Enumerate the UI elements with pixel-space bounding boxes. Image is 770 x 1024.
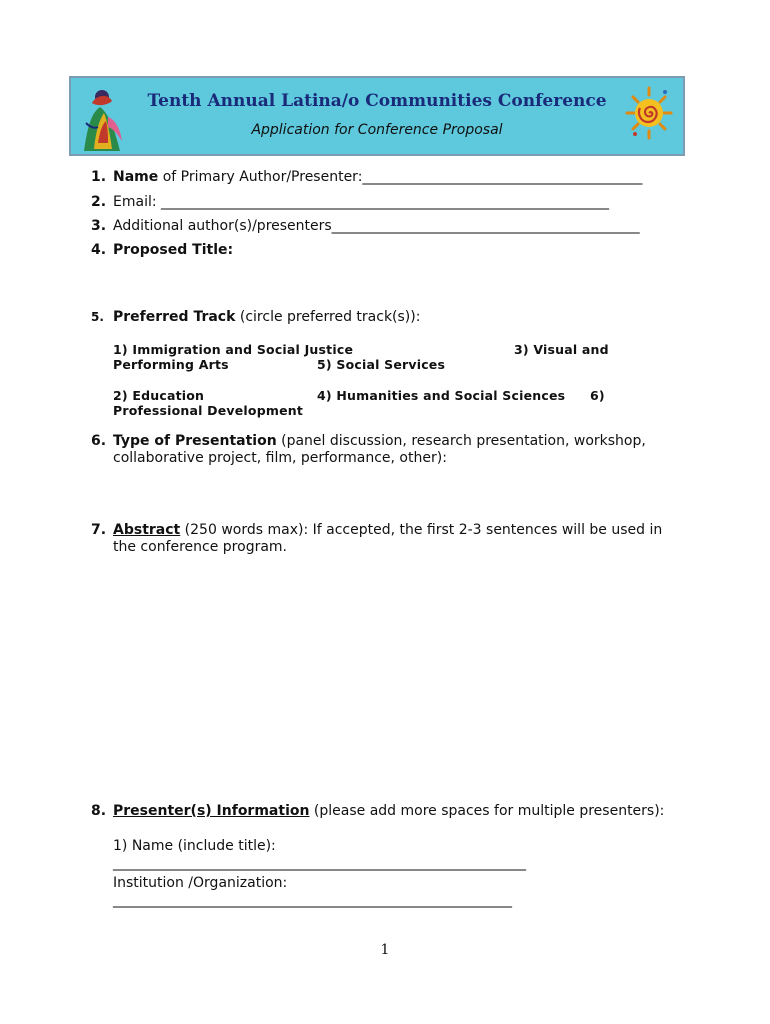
q3-additional-authors: 3. Additional author(s)/presenters____________________________________________ (91, 218, 640, 234)
track-visual-arts[interactable]: 3) Visual and (514, 342, 609, 357)
q6-presentation-type-cont: collaborative project, film, performance, other): (113, 450, 447, 466)
page-number: 1 (380, 942, 390, 958)
header-banner (69, 76, 685, 156)
track-immigration[interactable]: 1) Immigration and Social Justice (113, 342, 354, 357)
q5-preferred-track: 5. Preferred Track (circle preferred track(s)): (91, 309, 421, 325)
track-social-services[interactable]: 5) Social Services (317, 357, 446, 372)
q1-field[interactable]: of Primary Author/Presenter:________________________________________ (158, 169, 643, 185)
email-field[interactable]: Email: ________________________________________________________________ (113, 194, 610, 210)
track-humanities[interactable]: 4) Humanities and Social Sciences (317, 388, 566, 403)
q4-proposed-title: 4. Proposed Title: (91, 242, 234, 258)
q7-abstract-cont: the conference program. (113, 539, 288, 555)
additional-authors-field[interactable]: Additional author(s)/presenters____________________________________________ (113, 218, 640, 234)
conference-title: Tenth Annual Latina/o Communities Conference (147, 91, 607, 111)
sun-spiral-icon (625, 86, 673, 140)
track-visual-arts-cont[interactable]: Performing Arts (113, 357, 229, 372)
q1-primary-author: 1. Name of Primary Author/Presenter:________________________________________ (91, 169, 643, 185)
presenter-name-field[interactable]: ___________________________________________________________ (113, 855, 526, 871)
q8-presenter-info: 8. Presenter(s) Information (please add more spaces for multiple presenters): (91, 803, 665, 819)
application-subtitle: Application for Conference Proposal (251, 122, 503, 138)
q6-presentation-type: 6. Type of Presentation (panel discussion, research presentation, workshop, (91, 433, 646, 449)
presenter-institution-label: Institution /Organization: (113, 875, 288, 891)
q2-email: 2. Email: ________________________________________________________________ (91, 194, 610, 210)
presenter-institution-field[interactable]: _________________________________________________________ (113, 892, 512, 908)
track-professional-dev-cont[interactable]: Professional Development (113, 403, 304, 418)
track-education[interactable]: 2) Education (113, 388, 205, 403)
presenter-name-label: 1) Name (include title): (113, 838, 276, 854)
q7-abstract: 7. Abstract (250 words max): If accepted, the first 2-3 sentences will be used in (91, 522, 663, 538)
track-professional-dev[interactable]: 6) (590, 388, 605, 403)
